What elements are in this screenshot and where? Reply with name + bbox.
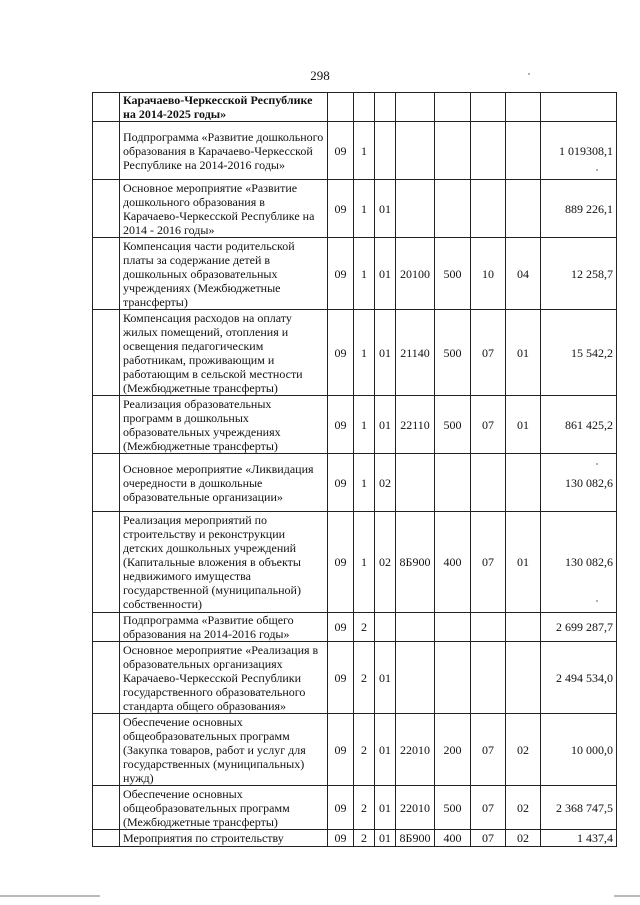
code-cell-c3: 01 xyxy=(375,396,396,454)
code-cell-c3: 01 xyxy=(375,180,396,238)
code-cell-c4: 22010 xyxy=(396,714,435,786)
code-cell-c7: 01 xyxy=(506,310,541,396)
code-cell-c5: 400 xyxy=(435,512,471,613)
code-cell-c5 xyxy=(435,122,471,180)
code-cell-c3: 01 xyxy=(375,642,396,714)
amount-cell: 130 082,6 xyxy=(541,454,617,512)
amount-cell: 12 258,7 xyxy=(541,238,617,310)
page-number: 298 xyxy=(310,68,330,83)
code-cell-c1: 09 xyxy=(328,714,354,786)
scan-edge-mark xyxy=(0,895,100,897)
item-name-cell: Основное мероприятие «Реализация в образовательных организациях Карачаево-Черкесской Республики государственного образовательного стандарта общего образования» xyxy=(120,642,328,714)
code-cell-c7 xyxy=(506,180,541,238)
code-cell-c1: 09 xyxy=(328,830,354,847)
item-name-cell: Основное мероприятие «Развитие дошкольного образования в Карачаево-Черкесской Республике на 2014 - 2016 годы» xyxy=(120,180,328,238)
code-cell-c6 xyxy=(471,454,506,512)
code-cell-c1: 09 xyxy=(328,310,354,396)
code-cell-c1 xyxy=(328,93,354,122)
code-cell-c5: 500 xyxy=(435,238,471,310)
code-cell-c5: 400 xyxy=(435,830,471,847)
code-cell-c3 xyxy=(375,613,396,642)
code-cell-c2: 1 xyxy=(354,122,375,180)
code-cell-c6: 07 xyxy=(471,786,506,830)
code-cell-c6 xyxy=(471,613,506,642)
amount-cell: 861 425,2 xyxy=(541,396,617,454)
table-row xyxy=(93,93,617,122)
table-row xyxy=(93,396,617,454)
code-cell-c7: 04 xyxy=(506,238,541,310)
table-row xyxy=(93,454,617,512)
code-cell-c4 xyxy=(396,93,435,122)
code-cell-c4: 21140 xyxy=(396,310,435,396)
code-cell-c5 xyxy=(435,613,471,642)
code-cell-c2: 1 xyxy=(354,180,375,238)
row-margin-cell xyxy=(93,642,120,714)
row-margin-cell xyxy=(93,122,120,180)
code-cell-c5 xyxy=(435,180,471,238)
table-row xyxy=(93,642,617,714)
item-name-cell: Реализация мероприятий по строительству и реконструкции детских дошкольных учреждений (Капитальные вложения в объекты недвижимого имущества государственной (муниципальной) собственности) xyxy=(120,512,328,613)
code-cell-c3 xyxy=(375,122,396,180)
item-name-cell: Подпрограмма «Развитие дошкольного образования в Карачаево-Черкесской Республике на 2014-2016 годы» xyxy=(120,122,328,180)
code-cell-c5 xyxy=(435,642,471,714)
row-margin-cell xyxy=(93,830,120,847)
code-cell-c2: 2 xyxy=(354,613,375,642)
code-cell-c4 xyxy=(396,180,435,238)
code-cell-c6: 10 xyxy=(471,238,506,310)
table-row xyxy=(93,830,617,847)
code-cell-c6: 07 xyxy=(471,714,506,786)
code-cell-c2: 1 xyxy=(354,454,375,512)
code-cell-c2 xyxy=(354,93,375,122)
code-cell-c4 xyxy=(396,454,435,512)
row-margin-cell xyxy=(93,93,120,122)
item-name-cell: Обеспечение основных общеобразовательных программ (Межбюджетные трансферты) xyxy=(120,786,328,830)
code-cell-c2: 1 xyxy=(354,512,375,613)
code-cell-c7: 02 xyxy=(506,786,541,830)
code-cell-c6 xyxy=(471,642,506,714)
code-cell-c6: 07 xyxy=(471,310,506,396)
code-cell-c1: 09 xyxy=(328,122,354,180)
code-cell-c2: 2 xyxy=(354,714,375,786)
table-row xyxy=(93,180,617,238)
budget-table xyxy=(92,92,617,847)
row-margin-cell xyxy=(93,512,120,613)
amount-cell: 1 019308,1 xyxy=(541,122,617,180)
code-cell-c7: 01 xyxy=(506,396,541,454)
code-cell-c7 xyxy=(506,642,541,714)
row-margin-cell xyxy=(93,238,120,310)
code-cell-c2: 1 xyxy=(354,396,375,454)
code-cell-c6: 07 xyxy=(471,396,506,454)
code-cell-c3: 01 xyxy=(375,830,396,847)
code-cell-c7 xyxy=(506,613,541,642)
scan-speck xyxy=(528,73,530,75)
item-name-cell: Основное мероприятие «Ликвидация очередности в дошкольные образовательные организации» xyxy=(120,454,328,512)
code-cell-c4 xyxy=(396,122,435,180)
table-row xyxy=(93,786,617,830)
code-cell-c5 xyxy=(435,93,471,122)
code-cell-c4: 8Б900 xyxy=(396,830,435,847)
code-cell-c7: 02 xyxy=(506,714,541,786)
code-cell-c4: 22010 xyxy=(396,786,435,830)
table-row xyxy=(93,122,617,180)
scan-speck xyxy=(596,463,598,465)
table-row xyxy=(93,238,617,310)
code-cell-c5: 500 xyxy=(435,786,471,830)
code-cell-c6: 07 xyxy=(471,830,506,847)
row-margin-cell xyxy=(93,396,120,454)
code-cell-c7 xyxy=(506,454,541,512)
amount-cell: 2 494 534,0 xyxy=(541,642,617,714)
code-cell-c2: 2 xyxy=(354,786,375,830)
code-cell-c6 xyxy=(471,93,506,122)
code-cell-c2: 2 xyxy=(354,830,375,847)
code-cell-c5 xyxy=(435,454,471,512)
code-cell-c7: 02 xyxy=(506,830,541,847)
code-cell-c6: 07 xyxy=(471,512,506,613)
item-name-cell: Обеспечение основных общеобразовательных программ (Закупка товаров, работ и услуг для государственных (муниципальных) нужд) xyxy=(120,714,328,786)
table-row xyxy=(93,310,617,396)
code-cell-c2: 2 xyxy=(354,642,375,714)
amount-cell xyxy=(541,93,617,122)
code-cell-c5: 500 xyxy=(435,396,471,454)
code-cell-c3: 01 xyxy=(375,714,396,786)
table-row xyxy=(93,512,617,613)
code-cell-c1: 09 xyxy=(328,180,354,238)
code-cell-c1: 09 xyxy=(328,238,354,310)
code-cell-c3 xyxy=(375,93,396,122)
code-cell-c7: 01 xyxy=(506,512,541,613)
row-margin-cell xyxy=(93,714,120,786)
code-cell-c3: 02 xyxy=(375,512,396,613)
amount-cell: 2 368 747,5 xyxy=(541,786,617,830)
code-cell-c5: 500 xyxy=(435,310,471,396)
code-cell-c1: 09 xyxy=(328,454,354,512)
code-cell-c4: 20100 xyxy=(396,238,435,310)
code-cell-c1: 09 xyxy=(328,512,354,613)
amount-cell: 10 000,0 xyxy=(541,714,617,786)
code-cell-c1: 09 xyxy=(328,613,354,642)
code-cell-c1: 09 xyxy=(328,396,354,454)
row-margin-cell xyxy=(93,613,120,642)
amount-cell: 1 437,4 xyxy=(541,830,617,847)
row-margin-cell xyxy=(93,454,120,512)
code-cell-c2: 1 xyxy=(354,238,375,310)
item-name-cell: Карачаево-Черкесской Республике на 2014-2025 годы» xyxy=(120,93,328,122)
item-name-cell: Мероприятия по строительству xyxy=(120,830,328,847)
scan-speck xyxy=(596,169,598,171)
item-name-cell: Подпрограмма «Развитие общего образования на 2014-2016 годы» xyxy=(120,613,328,642)
table-row xyxy=(93,613,617,642)
code-cell-c4 xyxy=(396,642,435,714)
amount-cell: 15 542,2 xyxy=(541,310,617,396)
row-margin-cell xyxy=(93,786,120,830)
row-margin-cell xyxy=(93,180,120,238)
amount-cell: 889 226,1 xyxy=(541,180,617,238)
code-cell-c4 xyxy=(396,613,435,642)
item-name-cell: Компенсация расходов на оплату жилых помещений, отопления и освещения педагогическим работникам, проживающим и работающим в сельской местности (Межбюджетные трансферты) xyxy=(120,310,328,396)
row-margin-cell xyxy=(93,310,120,396)
code-cell-c3: 01 xyxy=(375,238,396,310)
amount-cell: 2 699 287,7 xyxy=(541,613,617,642)
scan-edge-mark xyxy=(614,895,640,897)
code-cell-c3: 01 xyxy=(375,786,396,830)
code-cell-c1: 09 xyxy=(328,786,354,830)
code-cell-c6 xyxy=(471,180,506,238)
code-cell-c4: 22110 xyxy=(396,396,435,454)
item-name-cell: Реализация образовательных программ в дошкольных образовательных учреждениях (Межбюджетные трансферты) xyxy=(120,396,328,454)
scan-speck xyxy=(596,600,598,602)
item-name-cell: Компенсация части родительской платы за содержание детей в дошкольных образовательных учреждениях (Межбюджетные трансферты) xyxy=(120,238,328,310)
code-cell-c3: 02 xyxy=(375,454,396,512)
code-cell-c3: 01 xyxy=(375,310,396,396)
code-cell-c5: 200 xyxy=(435,714,471,786)
code-cell-c4: 8Б900 xyxy=(396,512,435,613)
code-cell-c7 xyxy=(506,93,541,122)
code-cell-c7 xyxy=(506,122,541,180)
code-cell-c1: 09 xyxy=(328,642,354,714)
table-row xyxy=(93,714,617,786)
code-cell-c2: 1 xyxy=(354,310,375,396)
code-cell-c6 xyxy=(471,122,506,180)
amount-cell: 130 082,6 xyxy=(541,512,617,613)
